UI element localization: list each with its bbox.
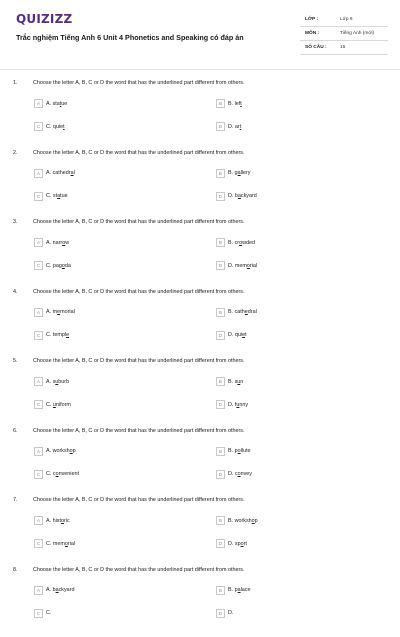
underlined-part: o: [237, 471, 241, 477]
underlined-part: o: [64, 540, 68, 547]
option-label: [46, 448, 76, 454]
question-text: Choose the letter A, B, C or D the word that has the underlined part different from others.: [33, 497, 245, 503]
option-text-part: B.: [228, 448, 235, 454]
option-label: [46, 309, 75, 315]
option-text-part: quie: [52, 123, 64, 130]
option-label: [228, 518, 258, 524]
option-letter-box[interactable]: A: [34, 586, 43, 595]
option-text-part: st: [52, 193, 58, 199]
option-text-part: D.: [228, 610, 234, 616]
question-number: 4.: [13, 288, 18, 295]
question-number: 1.: [13, 80, 18, 86]
option-text-part: p: [234, 587, 238, 593]
option-label: [46, 193, 68, 199]
option-text-part: p: [72, 448, 76, 454]
option-text-part: D.: [228, 332, 235, 338]
underlined-part: e: [244, 309, 248, 315]
meta-value: Lớp 6: [340, 17, 353, 22]
option-label: [228, 471, 252, 477]
option-letter-box[interactable]: D: [216, 470, 225, 479]
option-letter-box[interactable]: C: [34, 539, 43, 548]
underlined-part: e: [242, 332, 246, 338]
option-text-part: n: [240, 378, 244, 385]
option-text-part: C.: [46, 401, 53, 408]
option-text-part: w: [65, 239, 70, 246]
question-number: 8.: [13, 566, 18, 573]
underlined-part: t: [63, 123, 65, 130]
option-text-part: morial: [60, 309, 75, 315]
question-text: Choose the letter A, B, C or D the word that has the underlined part different from others.: [33, 566, 245, 573]
option-text-part: C.: [46, 610, 52, 616]
option-label: [46, 240, 69, 246]
option-letter-box[interactable]: B: [216, 169, 225, 178]
option-text-part: D.: [228, 193, 235, 199]
underlined-part: u: [237, 378, 241, 385]
option-letter-box[interactable]: A: [34, 447, 43, 456]
underlined-part: a: [237, 193, 241, 199]
option-text-part: wded: [242, 239, 255, 246]
option-letter-box[interactable]: B: [216, 308, 225, 317]
underlined-part: o: [239, 239, 243, 246]
option-text-part: D.: [228, 401, 235, 408]
option-text-part: qui: [234, 332, 243, 338]
option-text-part: B.: [228, 170, 235, 176]
option-text-part: tue: [60, 193, 68, 199]
option-label: [46, 101, 67, 107]
option-text-part: ue: [61, 100, 68, 107]
option-text-part: C.: [46, 332, 53, 338]
option-letter-box[interactable]: D: [216, 609, 225, 618]
question-number: 6.: [13, 427, 18, 434]
underlined-part: e: [66, 332, 70, 338]
underlined-part: e: [57, 309, 61, 315]
underlined-part: a: [57, 193, 61, 199]
underlined-part: o: [69, 448, 73, 454]
option-label: [228, 193, 257, 199]
option-label: [228, 170, 250, 176]
meta-value: Tiếng Anh (mới): [340, 31, 375, 36]
question-number: 7.: [13, 497, 18, 503]
option-label: [228, 101, 242, 107]
option-text-part: D.: [228, 262, 235, 269]
option-text-part: A.: [46, 100, 53, 107]
option-text-part: sp: [234, 540, 241, 547]
option-letter-box[interactable]: A: [34, 377, 43, 386]
option-text-part: t: [245, 332, 247, 338]
option-label: [46, 263, 71, 269]
option-text-part: s: [52, 378, 56, 385]
option-letter-box[interactable]: C: [34, 400, 43, 409]
question-text: Choose the letter A, B, C or D the word that has the underlined part different from others.: [33, 149, 245, 156]
option-letter-box[interactable]: D: [216, 122, 225, 131]
option-label: [46, 471, 79, 477]
underlined-part: t: [240, 100, 242, 107]
underlined-part: o: [55, 471, 59, 477]
option-text-part: C.: [46, 471, 53, 477]
option-label: [46, 541, 75, 547]
option-text-part: sta: [52, 100, 60, 107]
option-text-part: nvenient: [58, 471, 79, 477]
option-letter-box[interactable]: C: [34, 470, 43, 479]
option-text-part: C.: [46, 193, 53, 199]
underlined-part: a: [237, 170, 241, 176]
option-letter-box[interactable]: D: [216, 261, 225, 270]
option-text-part: B.: [228, 309, 235, 315]
option-text-part: c: [234, 471, 238, 477]
underlined-part: u: [55, 378, 59, 385]
option-label: [46, 170, 75, 176]
option-text-part: cr: [234, 239, 240, 246]
option-text-part: c: [52, 471, 56, 477]
option-letter-box[interactable]: D: [216, 192, 225, 201]
question-8: [0, 567, 400, 637]
option-text-part: hist: [52, 517, 61, 524]
option-letter-box[interactable]: B: [216, 377, 225, 386]
option-text-part: templ: [52, 332, 67, 338]
meta-table: [300, 13, 388, 55]
underlined-part: o: [246, 262, 250, 269]
option-text-part: A.: [46, 309, 53, 315]
meta-key: SỐ CÂU :: [305, 45, 327, 50]
header-divider: [0, 69, 400, 70]
underlined-part: t: [239, 123, 242, 130]
underlined-part: t: [59, 100, 62, 107]
underlined-part: o: [60, 517, 64, 524]
option-text-part: llery: [240, 170, 251, 176]
question-4: [0, 289, 400, 359]
option-text-part: A.: [46, 170, 53, 176]
option-text-part: ckyard: [240, 193, 257, 199]
option-label: [46, 402, 71, 408]
option-text-part: mem: [52, 540, 65, 547]
question-number: 5.: [13, 358, 18, 364]
option-label: [228, 379, 243, 385]
option-label: [228, 587, 250, 593]
option-text-part: p: [254, 517, 258, 524]
option-letter-box[interactable]: A: [34, 99, 43, 108]
option-letter-box[interactable]: C: [34, 261, 43, 270]
option-label: [46, 124, 65, 130]
option-text-part: C.: [46, 262, 53, 269]
option-letter-box[interactable]: C: [34, 609, 43, 618]
option-letter-box[interactable]: D: [216, 400, 225, 409]
option-letter-box[interactable]: A: [34, 169, 43, 178]
option-text-part: g: [234, 170, 238, 176]
option-label: [228, 263, 257, 269]
option-text-part: ar: [234, 123, 240, 130]
meta-key: MÔN :: [305, 31, 320, 36]
option-text-part: cath: [234, 309, 245, 315]
question-text: Choose the letter A, B, C or D the word that has the underlined part different from others.: [33, 288, 245, 295]
option-text-part: worksh: [52, 448, 70, 454]
option-label: [46, 610, 51, 616]
option-text-part: l: [73, 170, 75, 176]
page-title: Trắc nghiệm Tiếng Anh 6 Unit 4 Phonetics and Speaking có đáp án: [16, 33, 244, 42]
option-letter-box[interactable]: A: [34, 308, 43, 317]
option-text-part: m: [52, 309, 58, 315]
option-text-part: nny: [239, 401, 249, 408]
option-text-part: b: [234, 193, 238, 199]
question-text: Choose the letter A, B, C or D the word that has the underlined part different from others.: [33, 80, 245, 86]
meta-value: 15: [340, 45, 346, 50]
option-label: [228, 541, 247, 547]
option-text-part: B.: [228, 587, 235, 593]
option-label: [228, 240, 255, 246]
option-letter-box[interactable]: B: [216, 447, 225, 456]
option-label: [46, 587, 74, 593]
option-letter-box[interactable]: B: [216, 238, 225, 247]
option-text-part: lace: [240, 587, 251, 593]
option-letter-box[interactable]: C: [34, 122, 43, 131]
underlined-part: u: [236, 401, 240, 408]
option-text-part: cathedr: [52, 170, 71, 176]
option-text-part: mem: [234, 262, 247, 269]
option-text-part: nvey: [240, 471, 252, 477]
option-text-part: B.: [228, 378, 235, 385]
underlined-part: a: [70, 170, 74, 176]
option-letter-box[interactable]: B: [216, 99, 225, 108]
option-text-part: s: [234, 378, 238, 385]
option-text-part: rial: [249, 262, 258, 269]
option-text-part: b: [52, 587, 56, 593]
option-text-part: narr: [52, 239, 63, 246]
option-text-part: A.: [46, 587, 53, 593]
option-letter-box[interactable]: D: [216, 331, 225, 340]
option-text-part: B.: [228, 517, 235, 524]
option-label: [228, 448, 250, 454]
underlined-part: a: [237, 587, 241, 593]
option-text-part: niform: [55, 401, 71, 408]
question-text: Choose the letter A, B, C or D the word that has the underlined part different from others.: [33, 219, 245, 225]
option-text-part: p: [234, 448, 238, 454]
option-label: [46, 379, 69, 385]
underlined-part: u: [52, 401, 56, 408]
option-text-part: A.: [46, 448, 53, 454]
option-text-part: da: [64, 262, 71, 269]
option-text-part: llute: [240, 448, 251, 454]
option-text-part: A.: [46, 517, 53, 524]
option-text-part: rt: [243, 540, 247, 547]
question-number: 2.: [13, 149, 18, 156]
underlined-part: a: [55, 587, 59, 593]
option-label: [228, 124, 241, 130]
option-text-part: ckyard: [58, 587, 75, 593]
option-text-part: A.: [46, 239, 53, 246]
meta-row-subject: [300, 27, 388, 41]
underlined-part: o: [62, 239, 66, 246]
option-text-part: burb: [58, 378, 70, 385]
question-5: [0, 358, 400, 428]
option-label: [46, 518, 70, 524]
option-text-part: dral: [247, 309, 257, 315]
option-letter-box[interactable]: D: [216, 539, 225, 548]
option-letter-box[interactable]: C: [34, 192, 43, 201]
option-letter-box[interactable]: A: [34, 516, 43, 525]
meta-row-count: [300, 41, 388, 55]
quizizz-logo: QUIZIZZ: [16, 12, 73, 26]
option-text-part: A.: [46, 378, 53, 385]
option-text-part: B.: [228, 100, 235, 107]
question-1: [0, 80, 400, 150]
option-text-part: D.: [228, 540, 235, 547]
underlined-part: o: [61, 262, 65, 269]
underlined-part: o: [240, 540, 244, 547]
option-label: [228, 332, 247, 338]
option-letter-box[interactable]: B: [216, 586, 225, 595]
option-text-part: worksh: [234, 517, 252, 524]
option-text-part: f: [234, 401, 237, 408]
option-text-part: D.: [228, 471, 235, 477]
meta-key: LỚP :: [305, 17, 319, 22]
option-text-part: D.: [228, 123, 235, 130]
underlined-part: o: [237, 448, 241, 454]
underlined-part: o: [251, 517, 255, 524]
question-7: [0, 497, 400, 567]
question-2: [0, 150, 400, 220]
meta-row-class: [300, 13, 388, 27]
option-text-part: lef: [234, 100, 241, 107]
question-number: 3.: [13, 219, 18, 225]
option-text-part: C.: [46, 123, 53, 130]
option-letter-box[interactable]: C: [34, 331, 43, 340]
option-text-part: pag: [52, 262, 62, 269]
option-label: [46, 332, 69, 338]
question-text: Choose the letter A, B, C or D the word that has the underlined part different from others.: [33, 427, 245, 434]
option-text-part: ric: [63, 517, 70, 524]
question-6: [0, 428, 400, 498]
option-text-part: rial: [67, 540, 76, 547]
question-text: Choose the letter A, B, C or D the word that has the underlined part different from others.: [33, 358, 245, 364]
option-label: [228, 610, 233, 616]
option-text-part: C.: [46, 540, 53, 547]
option-letter-box[interactable]: A: [34, 238, 43, 247]
option-text-part: B.: [228, 239, 235, 246]
question-3: [0, 219, 400, 289]
option-label: [228, 402, 248, 408]
option-label: [228, 309, 257, 315]
option-letter-box[interactable]: B: [216, 516, 225, 525]
